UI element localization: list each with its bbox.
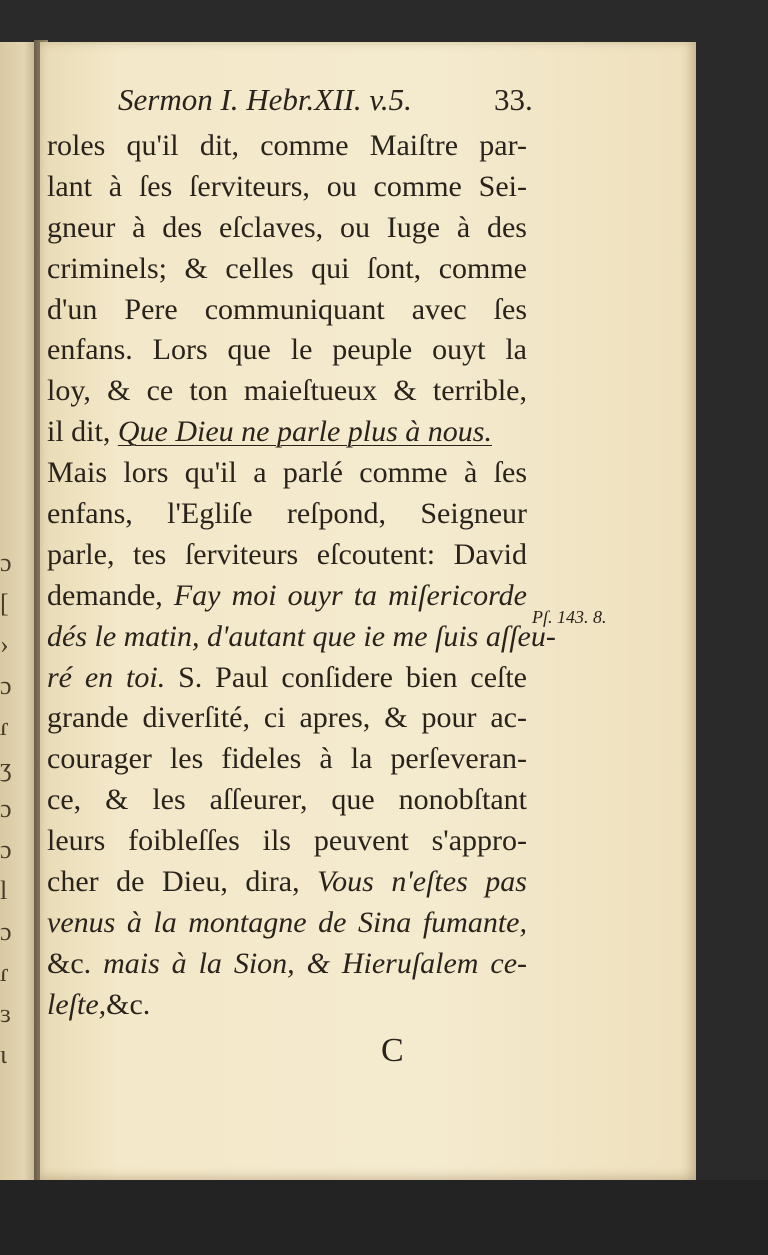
text-line: leurs foibleſſes ils peuvent s'appro- <box>47 824 527 858</box>
scripture-quote: Vous n'eſtes pas <box>317 865 527 899</box>
text-line: d'un Pere communiquant avec ſes <box>47 292 527 326</box>
text-line: criminels; & celles qui ſont, comme <box>47 251 527 285</box>
text-line: enfans, l'Egliſe reſpond, Seigneur <box>47 497 527 531</box>
scripture-quote: mais à la Sion, & Hieruſalem ce- <box>103 946 527 980</box>
text-line <box>47 862 527 903</box>
text-line: gneur à des eſclaves, ou Iuge à des <box>47 210 527 244</box>
running-title: Sermon I. Hebr.XII. v.5. <box>118 82 412 117</box>
scripture-quote: ré en toi. <box>47 660 166 694</box>
text-line: parle, tes ſerviteurs eſcoutent: David <box>47 537 527 571</box>
text-line <box>47 412 527 453</box>
text-line: grande diverſité, ci apres, & pour ac- <box>47 701 527 735</box>
text-line: Mais lors qu'il a parlé comme à ſes <box>47 456 527 490</box>
text-line <box>47 658 527 699</box>
text-run: &c. <box>106 987 151 1021</box>
background-surface <box>0 1180 768 1255</box>
running-header <box>118 82 533 122</box>
text-run: il dit, <box>47 415 118 449</box>
text-run: cher de Dieu, dira, <box>47 865 318 899</box>
scripture-quote: leſte, <box>47 987 107 1021</box>
text-line: enfans. Lors que le peuple ouyt la <box>47 333 527 367</box>
text-run: demande, <box>47 578 174 612</box>
scripture-quote: Que Dieu ne parle plus à nous. <box>117 415 492 449</box>
text-run: S. Paul conſidere bien ceſte <box>165 660 527 694</box>
body-text <box>47 126 556 1026</box>
signature-mark: C <box>381 1032 404 1069</box>
text-line <box>47 944 527 985</box>
scripture-quote: Fay moi ouyr ta miſericorde <box>173 578 527 612</box>
text-line: lant à ſes ſerviteurs, ou comme Sei- <box>47 169 527 203</box>
text-line: courager les fideles à la perſeveran- <box>47 742 527 776</box>
facing-page-margin-fragments: ɔ [ › ɔ ɾ ʒ ɔ ɔ l ɔ ɾ ɜ ɩ <box>0 548 12 1069</box>
scripture-quote: dés le matin, d'autant que ie me ſuis aſſeu- <box>47 619 556 653</box>
text-line <box>47 985 527 1026</box>
text-run: &c. <box>47 946 104 980</box>
text-line: ce, & les aſſeurer, que nonobſtant <box>47 783 527 817</box>
text-line <box>47 903 527 944</box>
text-line: roles qu'il dit, comme Maiſtre par- <box>47 129 527 162</box>
scripture-quote: venus à la montagne de Sina fumante, <box>47 905 527 939</box>
marginal-reference: Pſ. 143. 8. <box>532 607 607 627</box>
text-line <box>47 617 556 658</box>
text-line: loy, & ce ton maieſtueux & terrible, <box>47 374 527 408</box>
page-number: 33. <box>494 82 533 117</box>
text-line <box>47 576 527 617</box>
